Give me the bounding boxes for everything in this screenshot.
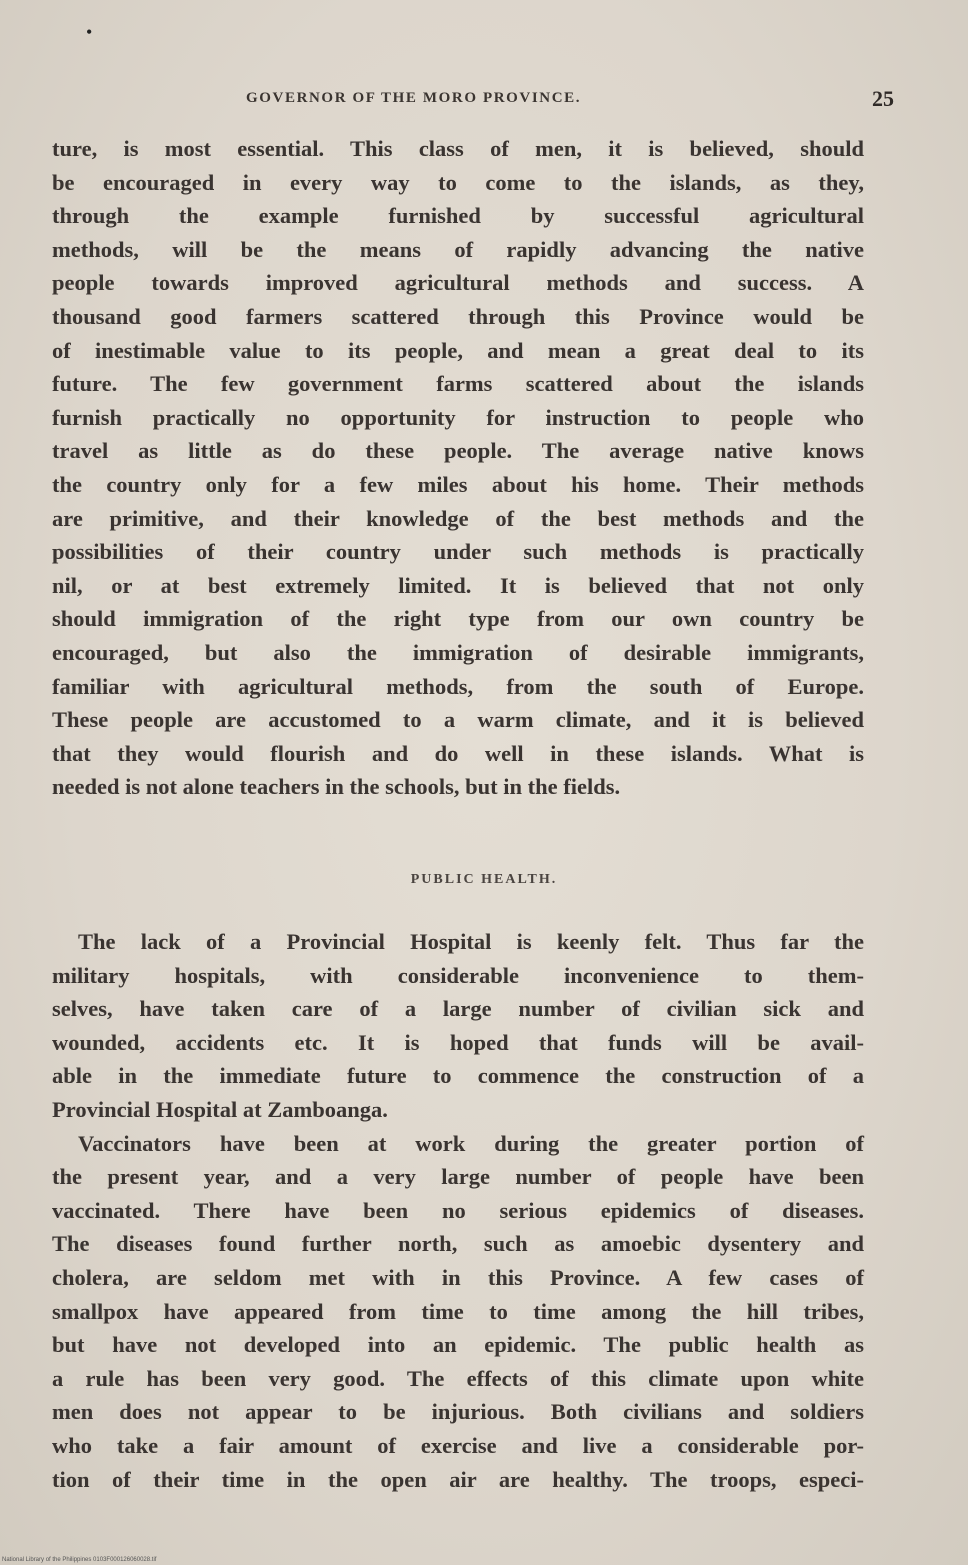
text-line: thousand good farmers scattered through this Province would be [52, 303, 864, 329]
text-line: a rule has been very good. The effects of this climate upon white [52, 1365, 864, 1391]
text-line: future. The few government farms scattered about the islands [52, 371, 864, 397]
text-line: men does not appear to be injurious. Both civilians and soldiers [52, 1399, 864, 1425]
text-line: should immigration of the right type from our own country be [52, 606, 864, 632]
text-line: people towards improved agricultural methods and success. A [52, 270, 864, 296]
source-footer: National Library of the Philippines 0103F000126060028.tif [2, 1557, 157, 1563]
text-line: These people are accustomed to a warm climate, and it is believed [52, 707, 864, 733]
text-line: the country only for a few miles about his home. Their methods [52, 471, 864, 497]
page-number: 25 [872, 86, 894, 111]
text-line: methods, will be the means of rapidly advancing the native [52, 236, 864, 262]
text-line: Provincial Hospital at Zamboanga. [52, 1096, 388, 1122]
text-line: The diseases found further north, such as amoebic dysentery and [52, 1231, 864, 1257]
paragraph-3 [52, 1127, 864, 1497]
text-line: through the example furnished by successful agricultural [52, 203, 864, 229]
section-heading: PUBLIC HEALTH. [410, 872, 558, 887]
text-line: needed is not alone teachers in the schools, but in the fields. [52, 774, 621, 800]
paragraphs-2-3 [52, 925, 864, 1496]
text-line: smallpox have appeared from time to time among the hill tribes, [52, 1298, 864, 1324]
text-line: possibilities of their country under such methods is practically [52, 539, 864, 565]
text-line: cholera, are seldom met with in this Province. A few cases of [52, 1264, 864, 1290]
text-line: Vaccinators have been at work during the greater portion of [78, 1130, 864, 1156]
text-line: furnish practically no opportunity for instruction to people who [52, 404, 864, 430]
ink-mark: • [86, 22, 93, 42]
text-line: of inestimable value to its people, and mean a great deal to its [52, 337, 864, 363]
text-line: tion of their time in the open air are healthy. The troops, especi- [52, 1466, 864, 1492]
running-title: GOVERNOR OF THE MORO PROVINCE. [246, 90, 582, 106]
text-line: wounded, accidents etc. It is hoped that funds will be avail- [52, 1029, 864, 1055]
text-line: able in the immediate future to commence the construction of a [52, 1063, 864, 1089]
text-line: selves, have taken care of a large number of civilian sick and [52, 996, 864, 1022]
text-line: encouraged, but also the immigration of desirable immigrants, [52, 639, 864, 665]
paragraph-1 [52, 132, 864, 804]
running-head [52, 86, 898, 116]
text-line: that they would flourish and do well in these islands. What is [52, 740, 864, 766]
text-line: are primitive, and their knowledge of the best methods and the [52, 505, 864, 531]
text-line: but have not developed into an epidemic. The public health as [52, 1332, 864, 1358]
text-line: familiar with agricultural methods, from the south of Europe. [52, 673, 864, 699]
text-line: nil, or at best extremely limited. It is believed that not only [52, 572, 864, 598]
text-line: be encouraged in every way to come to the islands, as they, [52, 169, 864, 195]
text-line: The lack of a Provincial Hospital is keenly felt. Thus far the [78, 929, 864, 954]
text-line: who take a fair amount of exercise and live a considerable por- [52, 1432, 864, 1458]
paragraph-2 [52, 925, 864, 1127]
text-line: the present year, and a very large number of people have been [52, 1164, 864, 1190]
text-line: ture, is most essential. This class of men, it is believed, should [52, 136, 864, 161]
text-line: travel as little as do these people. The average native knows [52, 438, 864, 464]
text-line: vaccinated. There have been no serious epidemics of diseases. [52, 1197, 864, 1223]
text-line: military hospitals, with considerable inconvenience to them- [52, 962, 864, 988]
